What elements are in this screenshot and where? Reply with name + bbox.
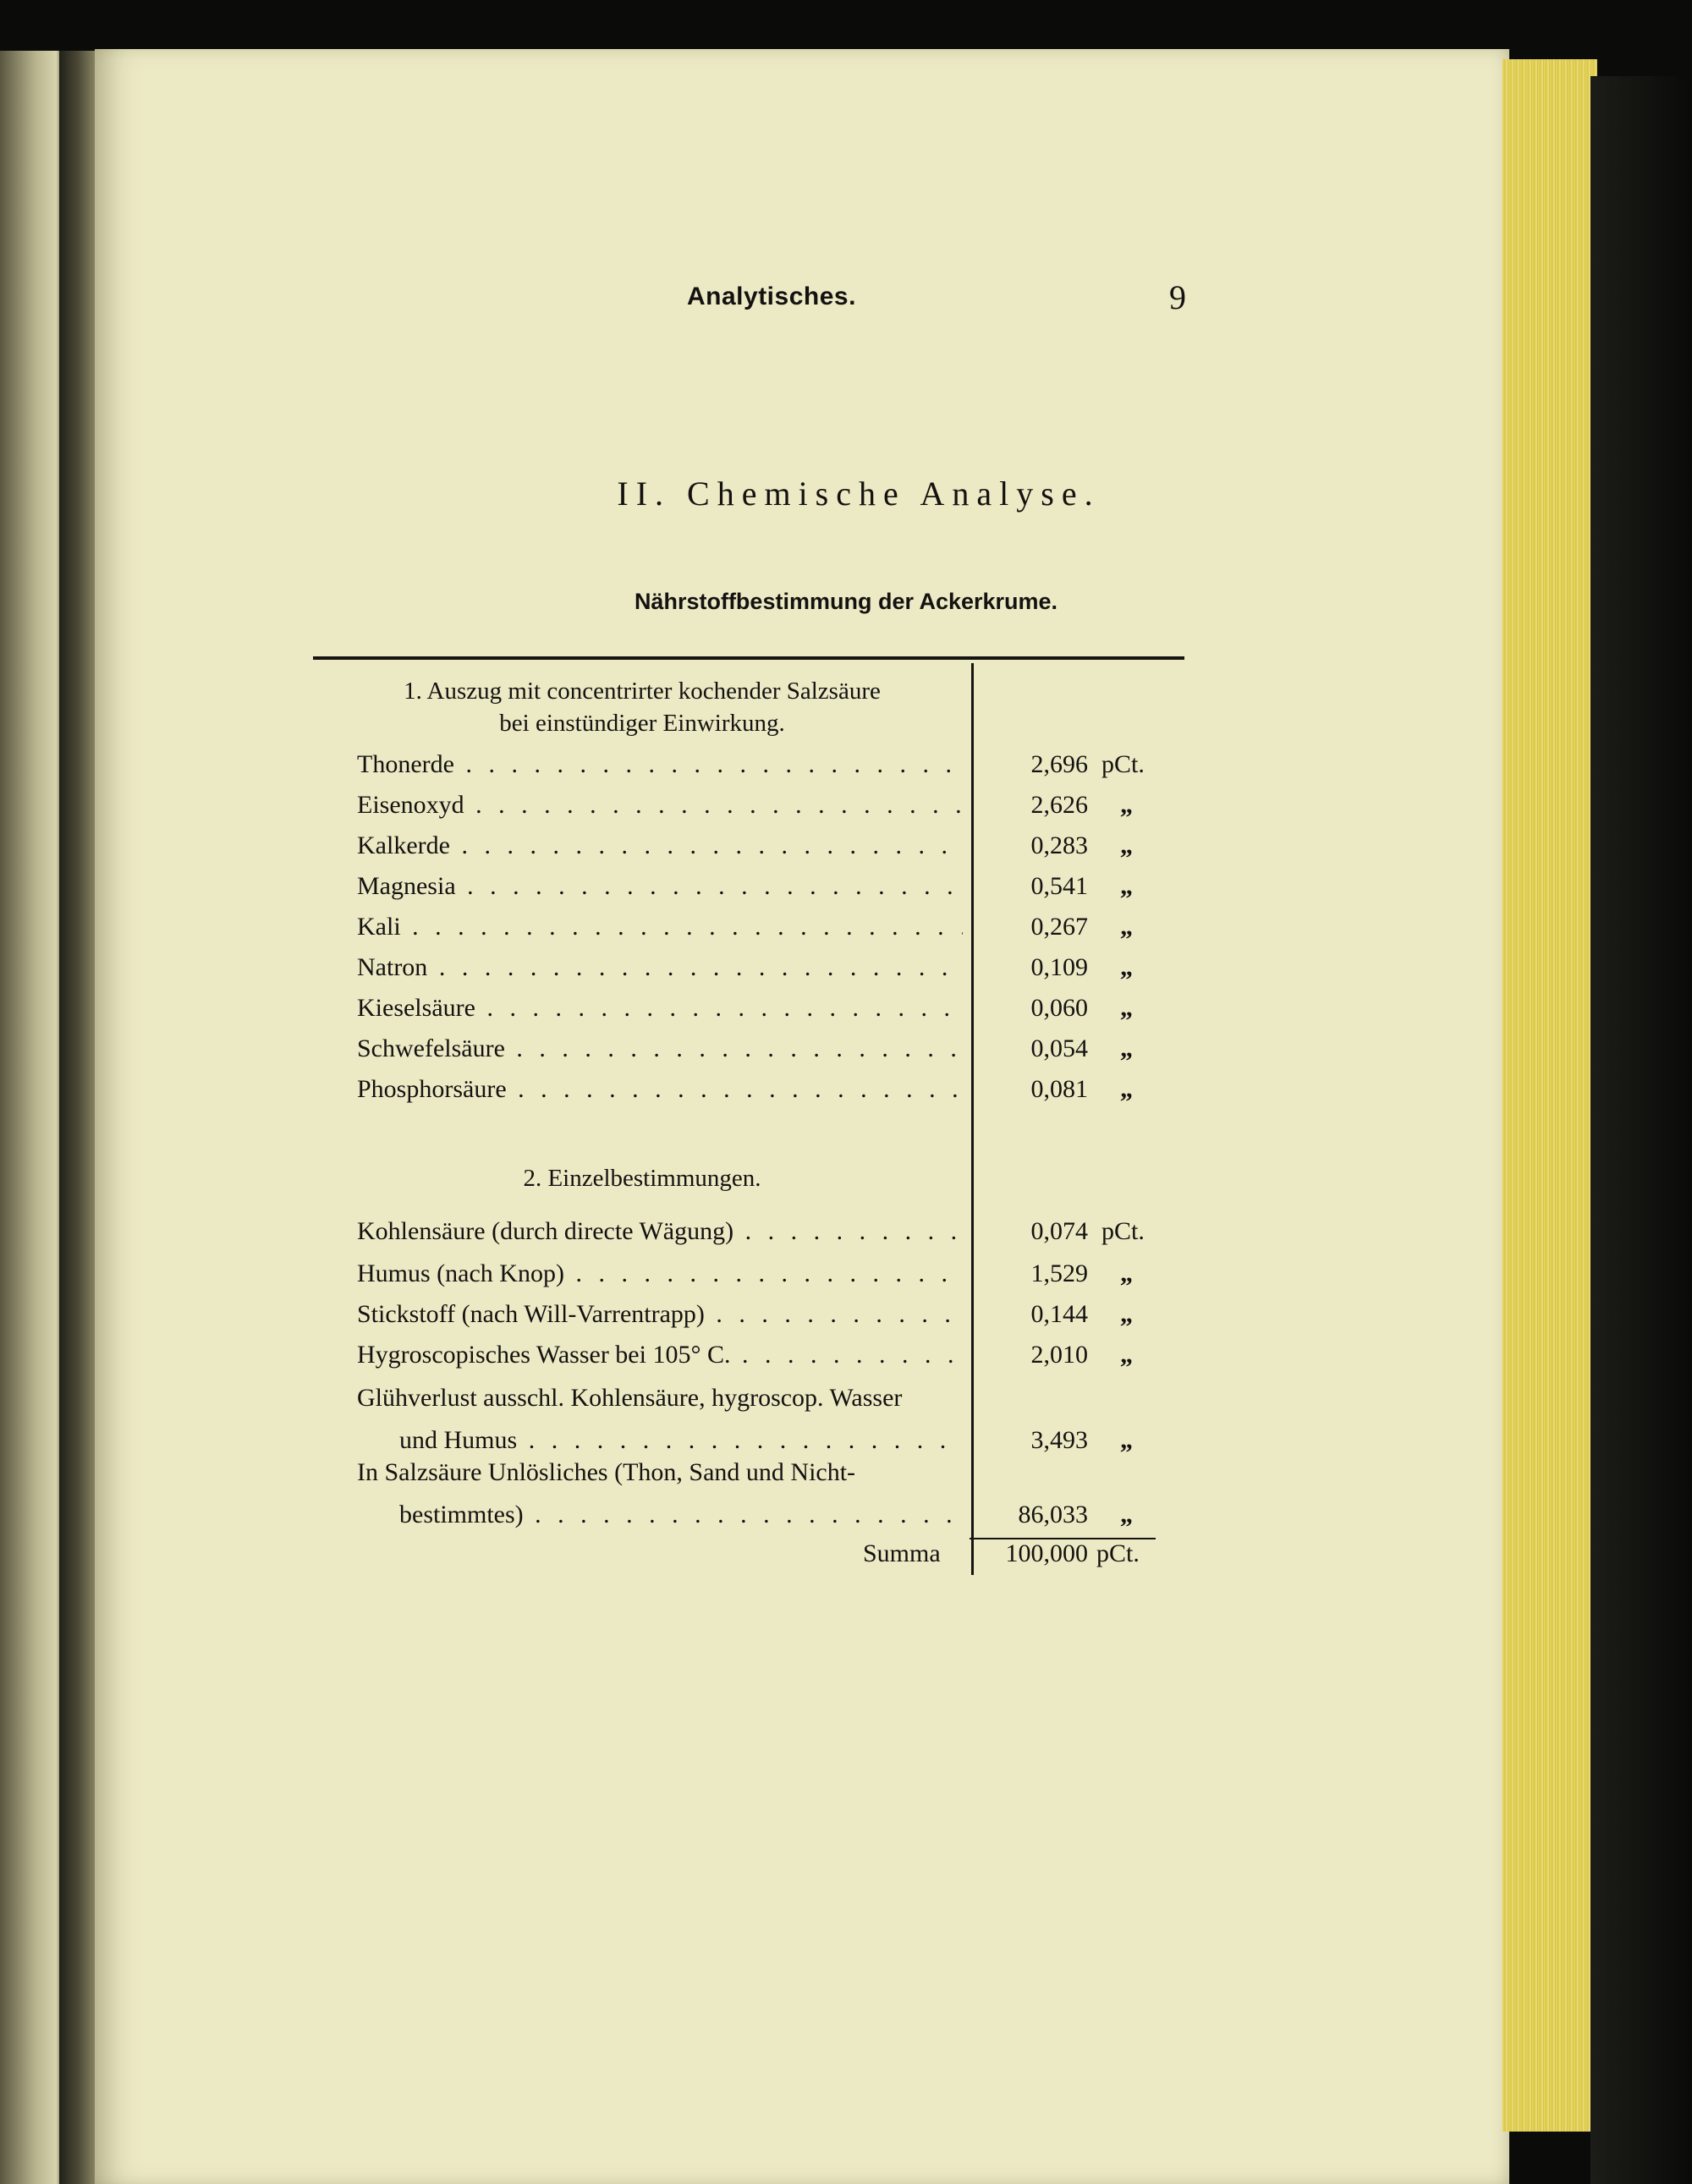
left-page-edge: [0, 51, 66, 2184]
row-value: 2,010: [1030, 1341, 1088, 1369]
row-value: 0,283: [1030, 831, 1088, 859]
row-value: 2,696: [1030, 750, 1088, 778]
table-row: [357, 1336, 1203, 1374]
row-unit: „: [1120, 791, 1133, 819]
page-number: 9: [1169, 278, 1186, 316]
row-label: Kalkerde . . .: [357, 827, 963, 864]
row-label-line1: Glühverlust ausschl. Kohlensäure, hygroscop. Wasser: [357, 1384, 903, 1412]
row-unit: pCt.: [1101, 1217, 1145, 1245]
row-unit: „: [1120, 831, 1133, 859]
row-label: Stickstoff (nach Will-Varrentrapp) . . .: [357, 1296, 963, 1333]
block1-heading: [313, 675, 971, 739]
row-value: 0,541: [1030, 872, 1088, 900]
running-head: Analytisches.: [687, 283, 856, 310]
table-row: [357, 787, 1203, 824]
row-value: 0,060: [1030, 994, 1088, 1022]
row-unit: pCt.: [1101, 750, 1145, 778]
table-row: [357, 1213, 1203, 1250]
table-row: [357, 1030, 1203, 1067]
table-row-multiline: [357, 1451, 1203, 1536]
row-value: 0,081: [1030, 1075, 1088, 1103]
row-value: 2,626: [1030, 791, 1088, 819]
row-unit: „: [1120, 1034, 1133, 1062]
row-label-line2: und Humus . . .: [357, 1419, 963, 1462]
table-row: [357, 990, 1203, 1027]
table-row: [357, 1296, 1203, 1333]
table-top-rule: [313, 656, 1184, 660]
row-unit: „: [1120, 872, 1133, 900]
row-unit: „: [1120, 913, 1133, 941]
table-row: [357, 949, 1203, 986]
row-label: Natron . . .: [357, 949, 963, 986]
section-title: II. Chemische Analyse.: [617, 475, 1101, 513]
table-row: [357, 1071, 1203, 1108]
block1-heading-line1: 1. Auszug mit concentrirter kochender Salzsäure: [404, 678, 881, 705]
row-label: Magnesia . . .: [357, 868, 963, 905]
table-row: [357, 868, 1203, 905]
row-value: 0,267: [1030, 913, 1088, 941]
table-row: [357, 1255, 1203, 1292]
row-label: Thonerde . . .: [357, 746, 963, 783]
row-unit: „: [1120, 994, 1133, 1022]
page-edges: [1502, 59, 1597, 2132]
row-value: 0,074: [1030, 1217, 1088, 1245]
table-row: [357, 908, 1203, 946]
row-label: Kohlensäure (durch directe Wägung) . . .: [357, 1213, 963, 1250]
row-label: Kali . . .: [357, 908, 963, 946]
table-row: [357, 827, 1203, 864]
book-cover-edge: [1590, 76, 1692, 2184]
book-gutter: [59, 51, 100, 2184]
row-label: Phosphorsäure . . .: [357, 1071, 963, 1108]
row-unit: „: [1120, 1300, 1133, 1328]
block2-heading: 2. Einzelbestimmungen.: [523, 1165, 761, 1192]
row-unit: „: [1120, 1075, 1133, 1103]
table-row-multiline: [357, 1377, 1203, 1462]
row-label: Humus (nach Knop) . . .: [357, 1255, 963, 1292]
row-unit: „: [1120, 953, 1133, 981]
row-value: 0,109: [1030, 953, 1088, 981]
row-label: Schwefelsäure . . .: [357, 1030, 963, 1067]
row-value: 3,493: [1030, 1426, 1088, 1454]
row-label-line1: In Salzsäure Unlösliches (Thon, Sand und Nicht-: [357, 1458, 856, 1486]
row-value: 0,054: [1030, 1034, 1088, 1062]
row-label: Eisenoxyd . . .: [357, 787, 963, 824]
row-unit: „: [1120, 1259, 1133, 1287]
total-unit: pCt.: [1096, 1539, 1140, 1567]
row-value: 1,529: [1030, 1259, 1088, 1287]
row-label-line2: bestimmtes) . . .: [357, 1494, 963, 1536]
row-unit: „: [1120, 1501, 1133, 1528]
book-page: [95, 49, 1509, 2184]
row-value: 86,033: [1018, 1501, 1088, 1528]
row-unit: „: [1120, 1341, 1133, 1369]
total-value: 100,000: [1005, 1539, 1088, 1567]
section-subtitle: Nährstoffbestimmung der Ackerkrume.: [634, 589, 1058, 614]
row-label: Kieselsäure . . .: [357, 990, 963, 1027]
row-unit: „: [1120, 1426, 1133, 1454]
row-value: 0,144: [1030, 1300, 1088, 1328]
block1-heading-line2: bei einstündiger Einwirkung.: [499, 710, 785, 737]
row-label: Hygroscopisches Wasser bei 105° C. . . .: [357, 1336, 963, 1374]
table-row: [357, 746, 1203, 783]
total-label: Summa: [863, 1539, 941, 1567]
